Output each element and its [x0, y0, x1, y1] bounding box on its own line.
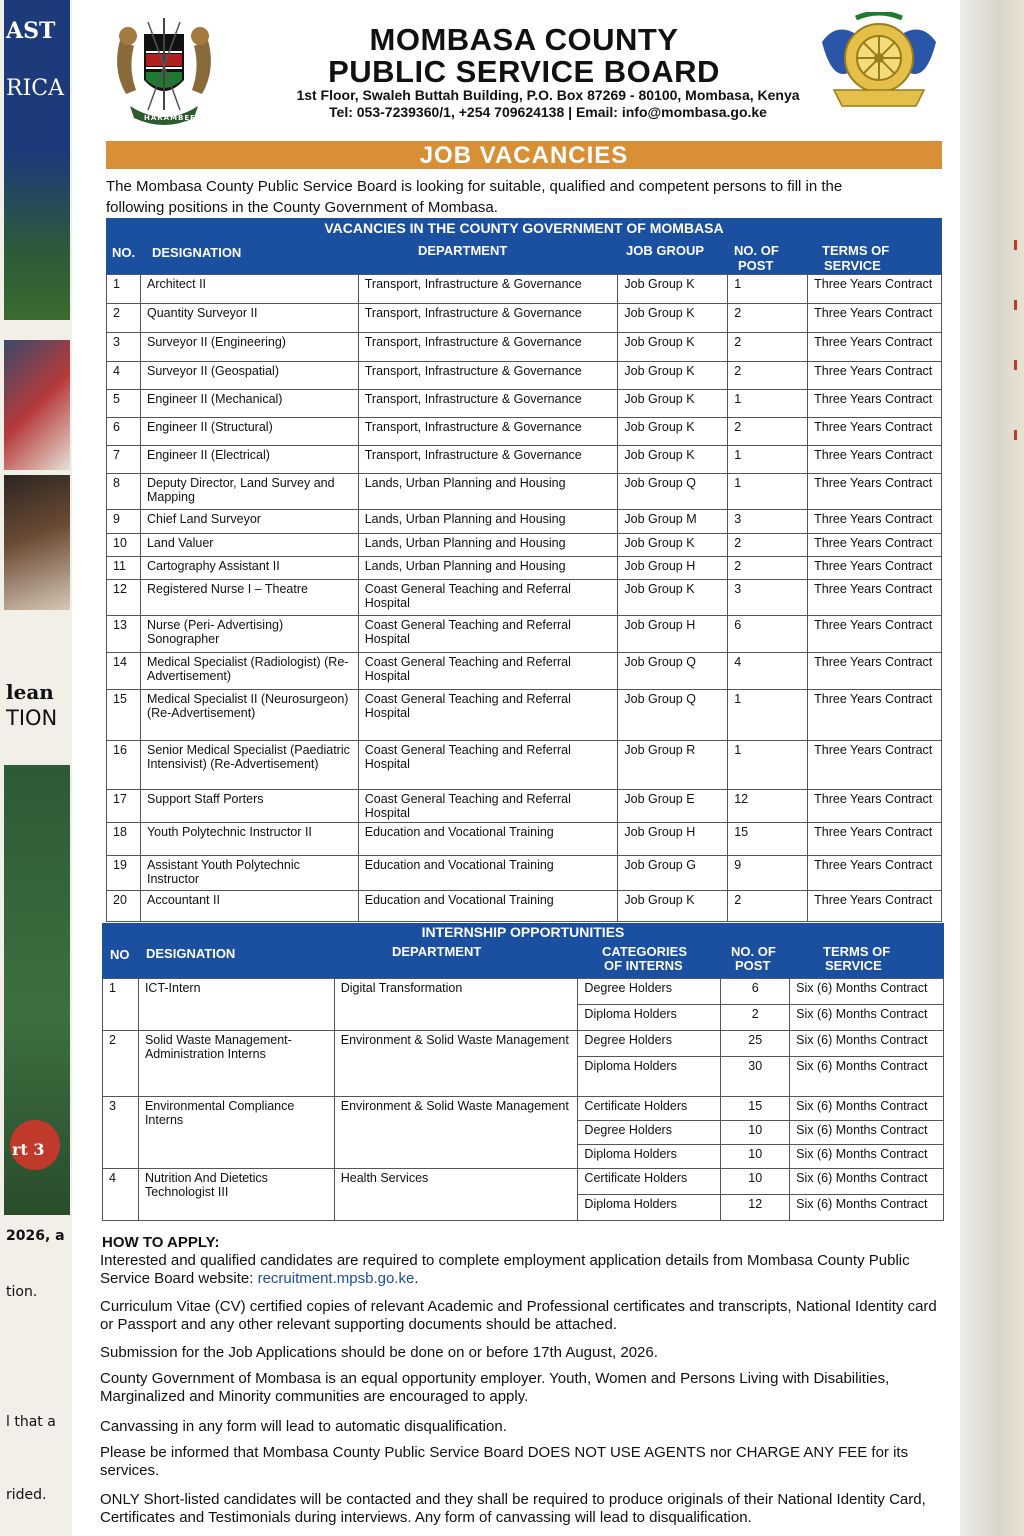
- vacancy-job-group-cell: Job Group K: [618, 891, 728, 922]
- internship-designation-cell: Environmental Compliance Interns: [138, 1097, 334, 1169]
- vacancy-department-cell: Coast General Teaching and Referral Hospital: [358, 741, 618, 790]
- vacancy-department-cell: Coast General Teaching and Referral Hospital: [358, 616, 618, 653]
- vacancy-job-group-cell: Job Group E: [618, 790, 728, 823]
- vacancy-no-cell: 13: [107, 616, 141, 653]
- vacancy-terms-cell: Three Years Contract: [808, 653, 942, 690]
- internship-posts-cell: 12: [721, 1195, 790, 1221]
- vacancy-department-cell: Coast General Teaching and Referral Hospital: [358, 653, 618, 690]
- internship-department-cell: Environment & Solid Waste Management: [334, 1031, 578, 1097]
- internship-designation-cell: ICT-Intern: [138, 979, 334, 1031]
- vacancy-row: [107, 333, 942, 362]
- vacancy-row: [107, 474, 942, 510]
- vacancy-row: [107, 557, 942, 580]
- vacancy-posts-cell: 6: [728, 616, 808, 653]
- apply-paragraph-1: [100, 1252, 940, 1288]
- vacancy-designation-cell: Surveyor II (Geospatial): [140, 362, 358, 390]
- vacancy-job-group-cell: Job Group K: [618, 362, 728, 390]
- emblem-motto: HARAMBEE: [144, 114, 196, 122]
- internship-terms-cell: Six (6) Months Contract: [790, 1057, 944, 1097]
- vacancy-posts-cell: 3: [728, 580, 808, 616]
- left-fragment: l that a: [6, 1414, 56, 1430]
- vacancy-posts-cell: 2: [728, 304, 808, 333]
- vacancy-no-cell: 9: [107, 510, 141, 534]
- board-contact: Tel: 053-7239360/1, +254 709624138 | Email: info@mombasa.go.ke: [329, 104, 767, 120]
- apply-paragraph-3: Submission for the Job Applications should be done on or before 17th August, 2026.: [100, 1344, 658, 1361]
- internship-department-cell: Digital Transformation: [334, 979, 578, 1031]
- vacancy-department-cell: Transport, Infrastructure & Governance: [358, 418, 618, 446]
- vacancy-terms-cell: Three Years Contract: [808, 580, 942, 616]
- vacancy-job-group-cell: Job Group H: [618, 557, 728, 580]
- internship-terms-cell: Six (6) Months Contract: [790, 1031, 944, 1057]
- internship-category-cell: Degree Holders: [578, 1031, 721, 1057]
- vacancy-department-cell: Lands, Urban Planning and Housing: [358, 474, 618, 510]
- left-people-photo: [4, 475, 70, 610]
- edge-mark: [1014, 240, 1017, 250]
- edge-mark: [1014, 300, 1017, 310]
- vacancy-posts-cell: 2: [728, 534, 808, 557]
- edge-mark: [1014, 430, 1017, 440]
- internship-category-cell: Diploma Holders: [578, 1195, 721, 1221]
- internship-posts-cell: 10: [721, 1169, 790, 1195]
- vacancy-no-cell: 5: [107, 390, 141, 418]
- vacancy-terms-cell: Three Years Contract: [808, 616, 942, 653]
- vacancies-table: [106, 274, 942, 922]
- internship-department-cell: Health Services: [334, 1169, 578, 1221]
- vacancy-no-cell: 15: [107, 690, 141, 741]
- vacancy-no-cell: 8: [107, 474, 141, 510]
- page-edge-strip: [960, 0, 1024, 1536]
- internship-row: [103, 1097, 944, 1121]
- vacancy-department-cell: Education and Vocational Training: [358, 823, 618, 856]
- internship-posts-cell: 25: [721, 1031, 790, 1057]
- vacancy-terms-cell: Three Years Contract: [808, 856, 942, 891]
- vacancy-posts-cell: 1: [728, 446, 808, 474]
- vacancy-posts-cell: 12: [728, 790, 808, 823]
- vacancy-job-group-cell: Job Group K: [618, 275, 728, 304]
- vacancy-terms-cell: Three Years Contract: [808, 557, 942, 580]
- vacancy-posts-cell: 3: [728, 510, 808, 534]
- vacancy-job-group-cell: Job Group K: [618, 580, 728, 616]
- int-col-posts-2: POST: [735, 958, 771, 973]
- vacancy-designation-cell: Architect II: [140, 275, 358, 304]
- vacancy-department-cell: Coast General Teaching and Referral Hospital: [358, 580, 618, 616]
- job-advert-page: [88, 0, 960, 1536]
- internship-no-cell: 2: [103, 1031, 139, 1097]
- vacancy-no-cell: 17: [107, 790, 141, 823]
- banner-title: JOB VACANCIES: [419, 142, 629, 169]
- vacancy-row: [107, 823, 942, 856]
- vacancies-caption: VACANCIES IN THE COUNTY GOVERNMENT OF MOMBASA: [324, 220, 724, 236]
- vacancy-job-group-cell: Job Group Q: [618, 474, 728, 510]
- apply-paragraph-7: ONLY Short-listed candidates will be contacted and they shall be required to produce originals of their National Identity Card, Certificates and Testimonials during interviews. Any form of canvassing will lead to disqualification.: [100, 1491, 926, 1526]
- vacancy-row: [107, 275, 942, 304]
- col-posts-2: POST: [738, 258, 774, 273]
- col-terms-2: SERVICE: [824, 258, 881, 273]
- internships-table: [102, 978, 944, 1221]
- left-fragment: 2026, a: [6, 1228, 65, 1244]
- vacancy-designation-cell: Engineer II (Mechanical): [140, 390, 358, 418]
- vacancy-terms-cell: Three Years Contract: [808, 390, 942, 418]
- vacancy-department-cell: Lands, Urban Planning and Housing: [358, 534, 618, 557]
- vacancy-no-cell: 7: [107, 446, 141, 474]
- vacancy-job-group-cell: Job Group K: [618, 446, 728, 474]
- vacancy-row: [107, 304, 942, 333]
- vacancy-designation-cell: Engineer II (Electrical): [140, 446, 358, 474]
- int-col-department: DEPARTMENT: [392, 944, 482, 959]
- vacancy-row: [107, 856, 942, 891]
- vacancy-terms-cell: Three Years Contract: [808, 690, 942, 741]
- apply-paragraph-6: Please be informed that Mombasa County Public Service Board DOES NOT USE AGENTS nor CHARGE ANY FEE for its services.: [100, 1444, 909, 1479]
- vacancy-terms-cell: Three Years Contract: [808, 790, 942, 823]
- vacancy-designation-cell: Nurse (Peri- Advertising) Sonographer: [140, 616, 358, 653]
- intro-text-line1: The Mombasa County Public Service Board is looking for suitable, qualified and competent persons to fill in the: [106, 178, 843, 195]
- vacancy-designation-cell: Cartography Assistant II: [140, 557, 358, 580]
- vacancy-department-cell: Transport, Infrastructure & Governance: [358, 446, 618, 474]
- vacancy-job-group-cell: Job Group Q: [618, 653, 728, 690]
- vacancy-no-cell: 19: [107, 856, 141, 891]
- left-fragment: lean: [6, 680, 54, 704]
- vacancy-posts-cell: 4: [728, 653, 808, 690]
- vacancy-terms-cell: Three Years Contract: [808, 418, 942, 446]
- internship-category-cell: Diploma Holders: [578, 1005, 721, 1031]
- apply-paragraph-1-text: Interested and qualified candidates are required to complete employment application details from Mombasa County Public Service Board website:: [100, 1252, 910, 1287]
- vacancy-no-cell: 6: [107, 418, 141, 446]
- vacancy-job-group-cell: Job Group G: [618, 856, 728, 891]
- vacancy-designation-cell: Surveyor II (Engineering): [140, 333, 358, 362]
- vacancy-designation-cell: Engineer II (Structural): [140, 418, 358, 446]
- int-col-categories-1: CATEGORIES: [602, 944, 687, 959]
- internship-posts-cell: 2: [721, 1005, 790, 1031]
- internship-terms-cell: Six (6) Months Contract: [790, 1169, 944, 1195]
- vacancy-job-group-cell: Job Group H: [618, 823, 728, 856]
- vacancy-posts-cell: 2: [728, 333, 808, 362]
- internship-posts-cell: 10: [721, 1121, 790, 1145]
- col-designation: DESIGNATION: [152, 245, 242, 260]
- job-vacancies-banner: [106, 141, 942, 169]
- vacancy-designation-cell: Land Valuer: [140, 534, 358, 557]
- vacancy-row: [107, 362, 942, 390]
- vacancy-department-cell: Transport, Infrastructure & Governance: [358, 304, 618, 333]
- internship-designation-cell: Nutrition And Dietetics Technologist III: [138, 1169, 334, 1221]
- vacancy-row: [107, 653, 942, 690]
- left-fragment: rided.: [6, 1487, 47, 1503]
- left-fragment: rt 3: [12, 1140, 45, 1159]
- intro-text-line2: following positions in the County Government of Mombasa.: [106, 199, 498, 216]
- vacancy-job-group-cell: Job Group K: [618, 418, 728, 446]
- vacancy-row: [107, 580, 942, 616]
- vacancy-row: [107, 616, 942, 653]
- left-fragment: tion.: [6, 1284, 38, 1300]
- vacancy-posts-cell: 1: [728, 690, 808, 741]
- board-title-line2: PUBLIC SERVICE BOARD: [328, 54, 720, 89]
- vacancy-terms-cell: Three Years Contract: [808, 446, 942, 474]
- vacancy-designation-cell: Registered Nurse I – Theatre: [140, 580, 358, 616]
- vacancy-no-cell: 3: [107, 333, 141, 362]
- vacancy-job-group-cell: Job Group K: [618, 333, 728, 362]
- internship-terms-cell: Six (6) Months Contract: [790, 979, 944, 1005]
- apply-paragraph-1-end: .: [414, 1270, 419, 1287]
- internship-category-cell: Diploma Holders: [578, 1145, 721, 1169]
- vacancy-no-cell: 18: [107, 823, 141, 856]
- internship-designation-cell: Solid Waste Management-Administration Interns: [138, 1031, 334, 1097]
- internship-row: [103, 979, 944, 1005]
- left-flag-photo: [4, 340, 70, 470]
- internship-category-cell: Degree Holders: [578, 1121, 721, 1145]
- apply-paragraph-2: Curriculum Vitae (CV) certified copies of relevant Academic and Professional certificates and transcripts, National Identity card or Passport and any other relevant supporting documents should be attached.: [100, 1298, 937, 1333]
- internship-no-cell: 3: [103, 1097, 139, 1169]
- internship-posts-cell: 10: [721, 1145, 790, 1169]
- how-to-apply-heading: HOW TO APPLY:: [102, 1234, 220, 1251]
- vacancy-terms-cell: Three Years Contract: [808, 741, 942, 790]
- vacancy-terms-cell: Three Years Contract: [808, 510, 942, 534]
- vacancy-department-cell: Education and Vocational Training: [358, 856, 618, 891]
- vacancy-designation-cell: Quantity Surveyor II: [140, 304, 358, 333]
- vacancy-row: [107, 418, 942, 446]
- vacancy-posts-cell: 2: [728, 557, 808, 580]
- vacancy-department-cell: Transport, Infrastructure & Governance: [358, 275, 618, 304]
- edge-mark: [1014, 360, 1017, 370]
- vacancy-job-group-cell: Job Group R: [618, 741, 728, 790]
- vacancy-terms-cell: Three Years Contract: [808, 333, 942, 362]
- vacancy-terms-cell: Three Years Contract: [808, 362, 942, 390]
- adjacent-page-strip: [0, 0, 72, 1536]
- left-landscape-photo: [4, 150, 70, 320]
- col-posts-1: NO. OF: [734, 243, 779, 258]
- vacancy-posts-cell: 9: [728, 856, 808, 891]
- vacancy-designation-cell: Medical Specialist (Radiologist) (Re-Advertisement): [140, 653, 358, 690]
- vacancy-designation-cell: Support Staff Porters: [140, 790, 358, 823]
- board-address: 1st Floor, Swaleh Buttah Building, P.O. Box 87269 - 80100, Mombasa, Kenya: [296, 87, 800, 103]
- vacancy-row: [107, 790, 942, 823]
- vacancy-posts-cell: 1: [728, 390, 808, 418]
- left-fragment: RICA: [6, 76, 64, 101]
- vacancy-terms-cell: Three Years Contract: [808, 275, 942, 304]
- vacancy-row: [107, 510, 942, 534]
- vacancy-terms-cell: Three Years Contract: [808, 534, 942, 557]
- vacancy-posts-cell: 2: [728, 418, 808, 446]
- internship-posts-cell: 15: [721, 1097, 790, 1121]
- vacancy-job-group-cell: Job Group M: [618, 510, 728, 534]
- vacancy-designation-cell: Youth Polytechnic Instructor II: [140, 823, 358, 856]
- vacancy-designation-cell: Chief Land Surveyor: [140, 510, 358, 534]
- vacancy-row: [107, 690, 942, 741]
- vacancy-terms-cell: Three Years Contract: [808, 891, 942, 922]
- vacancy-job-group-cell: Job Group H: [618, 616, 728, 653]
- vacancy-no-cell: 14: [107, 653, 141, 690]
- vacancy-row: [107, 390, 942, 418]
- internship-terms-cell: Six (6) Months Contract: [790, 1145, 944, 1169]
- vacancy-job-group-cell: Job Group K: [618, 304, 728, 333]
- vacancy-department-cell: Transport, Infrastructure & Governance: [358, 390, 618, 418]
- vacancy-posts-cell: 1: [728, 741, 808, 790]
- vacancy-posts-cell: 1: [728, 275, 808, 304]
- internship-no-cell: 1: [103, 979, 139, 1031]
- vacancy-no-cell: 16: [107, 741, 141, 790]
- vacancy-no-cell: 20: [107, 891, 141, 922]
- vacancy-no-cell: 10: [107, 534, 141, 557]
- internship-caption: INTERNSHIP OPPORTUNITIES: [421, 924, 625, 940]
- vacancy-job-group-cell: Job Group K: [618, 534, 728, 557]
- vacancy-no-cell: 2: [107, 304, 141, 333]
- int-col-no: NO: [110, 947, 130, 962]
- internship-posts-cell: 30: [721, 1057, 790, 1097]
- vacancy-terms-cell: Three Years Contract: [808, 304, 942, 333]
- vacancy-job-group-cell: Job Group K: [618, 390, 728, 418]
- vacancy-department-cell: Education and Vocational Training: [358, 891, 618, 922]
- internship-category-cell: Certificate Holders: [578, 1097, 721, 1121]
- vacancy-row: [107, 446, 942, 474]
- vacancy-no-cell: 12: [107, 580, 141, 616]
- vacancy-department-cell: Coast General Teaching and Referral Hospital: [358, 690, 618, 741]
- col-job-group: JOB GROUP: [626, 243, 705, 258]
- vacancy-terms-cell: Three Years Contract: [808, 823, 942, 856]
- internship-category-cell: Certificate Holders: [578, 1169, 721, 1195]
- vacancy-department-cell: Transport, Infrastructure & Governance: [358, 333, 618, 362]
- internship-posts-cell: 6: [721, 979, 790, 1005]
- vacancy-department-cell: Transport, Infrastructure & Governance: [358, 362, 618, 390]
- vacancy-posts-cell: 15: [728, 823, 808, 856]
- internship-terms-cell: Six (6) Months Contract: [790, 1121, 944, 1145]
- vacancy-no-cell: 1: [107, 275, 141, 304]
- vacancy-posts-cell: 2: [728, 362, 808, 390]
- vacancy-no-cell: 11: [107, 557, 141, 580]
- vacancy-row: [107, 891, 942, 922]
- int-col-designation: DESIGNATION: [146, 946, 236, 961]
- apply-paragraph-4: County Government of Mombasa is an equal opportunity employer. Youth, Women and Persons Living with Disabilities, Marginalized and Minority communities are encouraged to apply.: [100, 1370, 890, 1405]
- vacancy-designation-cell: Assistant Youth Polytechnic Instructor: [140, 856, 358, 891]
- vacancy-job-group-cell: Job Group Q: [618, 690, 728, 741]
- internship-category-cell: Diploma Holders: [578, 1057, 721, 1097]
- internship-row: [103, 1031, 944, 1057]
- internship-category-cell: Degree Holders: [578, 979, 721, 1005]
- internship-terms-cell: Six (6) Months Contract: [790, 1005, 944, 1031]
- internship-terms-cell: Six (6) Months Contract: [790, 1195, 944, 1221]
- vacancy-row: [107, 534, 942, 557]
- int-col-terms-1: TERMS OF: [823, 944, 891, 959]
- vacancy-designation-cell: Medical Specialist II (Neurosurgeon) (Re-Advertisement): [140, 690, 358, 741]
- vacancy-department-cell: Lands, Urban Planning and Housing: [358, 510, 618, 534]
- vacancy-row: [107, 741, 942, 790]
- col-no: NO.: [112, 245, 136, 260]
- vacancy-no-cell: 4: [107, 362, 141, 390]
- col-terms-1: TERMS OF: [822, 243, 890, 258]
- left-fragment: AST: [6, 18, 56, 44]
- col-department: DEPARTMENT: [418, 243, 508, 258]
- int-col-posts-1: NO. OF: [731, 944, 776, 959]
- vacancy-posts-cell: 1: [728, 474, 808, 510]
- left-fragment: TION: [6, 706, 58, 730]
- recruitment-website-link[interactable]: recruitment.mpsb.go.ke: [257, 1270, 415, 1287]
- vacancy-designation-cell: Accountant II: [140, 891, 358, 922]
- internship-department-cell: Environment & Solid Waste Management: [334, 1097, 578, 1169]
- vacancy-terms-cell: Three Years Contract: [808, 474, 942, 510]
- int-col-categories-2: OF INTERNS: [604, 958, 683, 973]
- internship-no-cell: 4: [103, 1169, 139, 1221]
- apply-paragraph-5: Canvassing in any form will lead to automatic disqualification.: [100, 1418, 507, 1435]
- internship-terms-cell: Six (6) Months Contract: [790, 1097, 944, 1121]
- vacancy-designation-cell: Deputy Director, Land Survey and Mapping: [140, 474, 358, 510]
- vacancy-designation-cell: Senior Medical Specialist (Paediatric Intensivist) (Re-Advertisement): [140, 741, 358, 790]
- internship-row: [103, 1169, 944, 1195]
- vacancy-department-cell: Lands, Urban Planning and Housing: [358, 557, 618, 580]
- int-col-terms-2: SERVICE: [825, 958, 882, 973]
- vacancy-department-cell: Coast General Teaching and Referral Hospital: [358, 790, 618, 823]
- board-title-line1: MOMBASA COUNTY: [369, 22, 679, 57]
- vacancy-posts-cell: 2: [728, 891, 808, 922]
